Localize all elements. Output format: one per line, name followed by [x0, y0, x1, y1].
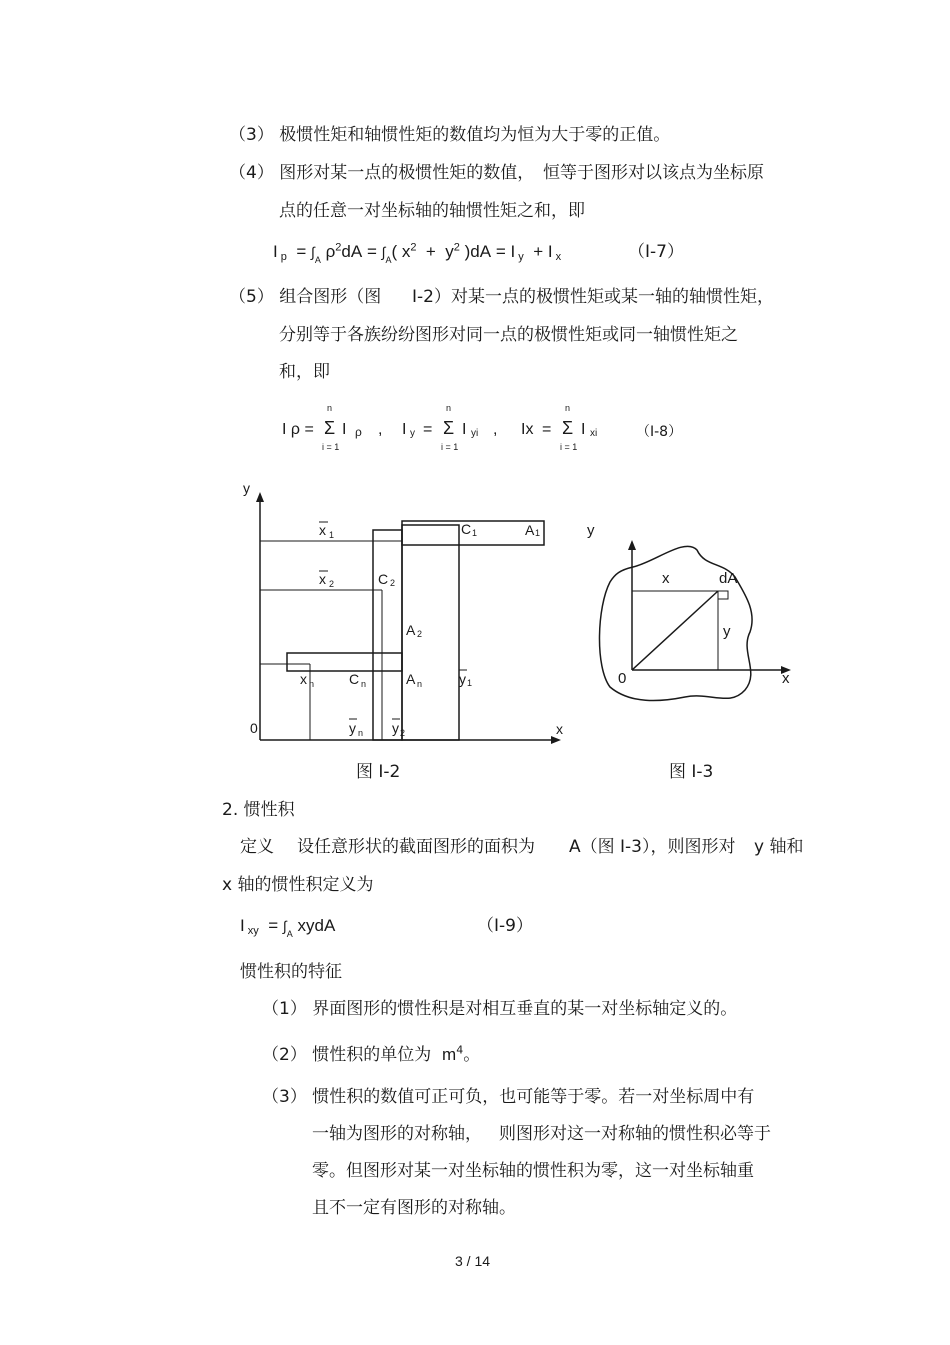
definition-text-b: A（图 I-3），则图形对: [569, 837, 736, 857]
svg-text:,: ,: [493, 421, 498, 438]
svg-text:I: I: [402, 421, 407, 438]
figure-i3-caption: 图 I-3: [669, 762, 714, 782]
svg-text:n: n: [327, 403, 333, 413]
feature-1: （1） 界面图形的惯性积是对相互垂直的某一对坐标轴定义的。: [262, 999, 738, 1019]
svg-text:I: I: [462, 421, 467, 438]
svg-text:x: x: [662, 570, 670, 587]
definition-label: 定义: [240, 837, 274, 857]
svg-text:y: y: [587, 522, 595, 539]
definition-text-c: y 轴和: [754, 837, 804, 857]
svg-text:y: y: [410, 428, 415, 439]
svg-text:y: y: [459, 671, 466, 687]
svg-text:I: I: [581, 421, 586, 438]
svg-text:y: y: [349, 720, 356, 736]
svg-text:n: n: [565, 403, 571, 413]
svg-text:C: C: [461, 521, 472, 537]
svg-text:0: 0: [618, 670, 627, 687]
svg-text:y: y: [392, 720, 399, 736]
svg-text:I ρ =: I ρ =: [282, 421, 314, 438]
feature-3-line-4: 且不一定有图形的对称轴。: [312, 1198, 516, 1218]
svg-text:n: n: [309, 679, 315, 689]
feature-3-line-2b: 则图形对这一对称轴的惯性积必等于: [499, 1124, 771, 1144]
item-4-line-b: 恒等于图形对以该点为坐标原: [543, 163, 764, 183]
item-5-line-3: 和，即: [279, 362, 330, 382]
svg-text:1: 1: [467, 678, 473, 688]
svg-text:I: I: [342, 421, 347, 438]
svg-text:Σ: Σ: [324, 418, 336, 438]
item-4-line-2: 点的任意一对坐标轴的轴惯性矩之和，即: [279, 201, 585, 221]
svg-text:ρ: ρ: [355, 425, 362, 439]
item-5-line-2: 分别等于各族纷纷图形对同一点的极惯性矩或同一轴惯性矩之: [279, 325, 738, 345]
svg-text:i = 1: i = 1: [560, 442, 578, 452]
svg-text:A: A: [406, 622, 416, 638]
item-5-line-a: （5） 组合图形（图: [229, 287, 382, 307]
svg-text:x: x: [556, 721, 563, 737]
svg-text:n: n: [358, 728, 364, 738]
feature-3-line-1: （3） 惯性积的数值可正可负，也可能等于零。若一对坐标周中有: [262, 1087, 755, 1107]
svg-text:n: n: [417, 679, 423, 689]
svg-text:x: x: [300, 671, 307, 687]
svg-text:C: C: [349, 671, 360, 687]
feature-2: （2） 惯性积的单位为 $m^4$。: [262, 1043, 481, 1065]
svg-text:2: 2: [400, 728, 406, 738]
svg-text:2: 2: [390, 578, 396, 588]
svg-text:A: A: [406, 671, 416, 687]
item-3-line: （3） 极惯性矩和轴惯性矩的数值均为恒为大于零的正值。: [229, 125, 671, 145]
item-5-line-b: I-2）对某一点的极惯性矩或某一轴的轴惯性矩，: [412, 287, 774, 307]
svg-text:=: =: [542, 421, 552, 438]
svg-text:n: n: [446, 403, 452, 413]
svg-text:xi: xi: [590, 428, 598, 439]
svg-text:dA: dA: [719, 570, 738, 587]
feature-3-line-2a: 一轴为图形的对称轴，: [312, 1124, 482, 1144]
svg-text:Σ: Σ: [443, 418, 455, 438]
svg-text:i = 1: i = 1: [322, 442, 340, 452]
svg-text:n: n: [361, 679, 367, 689]
svg-text:x: x: [782, 670, 790, 687]
svg-text:Ix: Ix: [521, 421, 534, 438]
figure-i2-caption: 图 I-2: [356, 762, 401, 782]
svg-text:Σ: Σ: [562, 418, 574, 438]
svg-text:2: 2: [417, 629, 423, 639]
section-heading: 2. 惯性积: [222, 800, 295, 820]
svg-text:y: y: [723, 623, 731, 640]
svg-text:x: x: [319, 571, 326, 587]
svg-text:x: x: [319, 522, 326, 538]
page-number: 3 / 14: [455, 1253, 491, 1269]
svg-text:i = 1: i = 1: [441, 442, 459, 452]
equation-i9: I xy = $\int_A$ xydA: [240, 916, 336, 939]
svg-text:,: ,: [378, 421, 383, 438]
svg-text:1: 1: [329, 530, 335, 540]
svg-text:0: 0: [250, 720, 258, 736]
svg-text:y: y: [243, 480, 250, 496]
svg-text:2: 2: [329, 579, 335, 589]
svg-text:A: A: [525, 522, 535, 538]
feature-3-line-3: 零。但图形对某一对坐标轴的惯性积为零，这一对坐标轴重: [312, 1161, 754, 1181]
equation-i9-label: （I-9）: [477, 916, 533, 936]
svg-text:yi: yi: [471, 428, 479, 439]
equation-i7-label: （I-7）: [628, 242, 684, 262]
features-heading: 惯性积的特征: [240, 962, 342, 982]
figure-i2: [230, 478, 580, 753]
item-4-line-a: （4） 图形对某一点的极惯性矩的数值，: [229, 163, 535, 183]
svg-text:1: 1: [472, 528, 478, 538]
svg-text:=: =: [423, 421, 433, 438]
figure-i3: [585, 512, 800, 712]
equation-i7: I $p = \int_A$ $\rho^2dA = \int_A$( $x^2 + y^2$ )dA = I y + I x: [273, 241, 562, 265]
definition-text-d: x 轴的惯性积定义为: [222, 875, 374, 895]
definition-text-a: 设任意形状的截面图形的面积为: [297, 837, 535, 857]
svg-text:C: C: [378, 571, 389, 587]
equation-i8-label: （I-8）: [636, 424, 683, 440]
svg-text:1: 1: [535, 528, 541, 538]
